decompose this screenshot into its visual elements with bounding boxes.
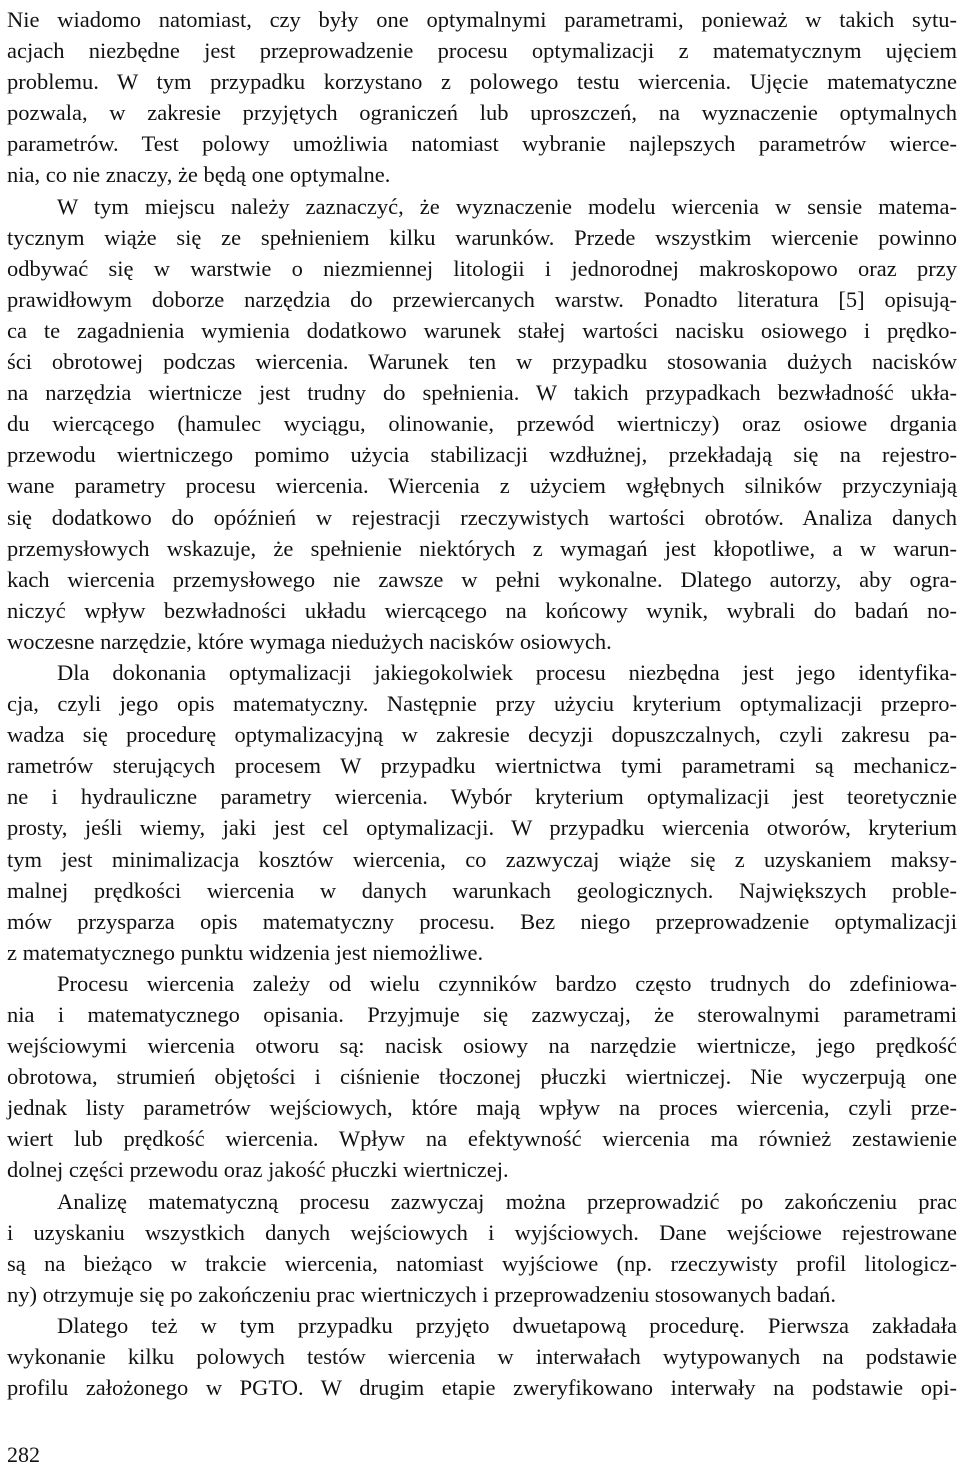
text-line: nia, co nie znaczy, że będą one optymalne. bbox=[7, 162, 391, 188]
text-line: się dodatkowo do opóźnień w rejestracji rzeczywistych wartości obrotów. Analiza danych bbox=[7, 504, 957, 530]
text-line: profilu założonego w PGTO. W drugim etapie zweryfikowano interwały na podstawie opi- bbox=[7, 1375, 957, 1401]
text-line: acjach niezbędne jest przeprowadzenie procesu optymalizacji z matematycznym ujęciem bbox=[7, 38, 957, 64]
text-line: mów przysparza opis matematyczny procesu. Bez niego przeprowadzenie optymalizacji bbox=[7, 908, 957, 934]
text-line: i uzyskaniu wszystkich danych wejściowych i wyjściowych. Dane wejściowe rejestrowane bbox=[7, 1219, 957, 1245]
text-line: malnej prędkości wiercenia w danych warunkach geologicznych. Największych proble- bbox=[7, 877, 957, 903]
text-line: woczesne narzędzie, które wymaga niedużych nacisków osiowych. bbox=[7, 628, 612, 654]
text-line: du wiercącego (hamulec wyciągu, olinowanie, przewód wiertniczy) oraz osiowe drgania bbox=[7, 411, 957, 437]
text-line: prosty, jeśli wiemy, jaki jest cel optymalizacji. W przypadku wiercenia otworów, kryterium bbox=[7, 815, 957, 841]
text-line: ne i hydrauliczne parametry wiercenia. Wybór kryterium optymalizacji jest teoretycznie bbox=[7, 784, 957, 810]
text-line: jednak listy parametrów wejściowych, które mają wpływ na proces wiercenia, czyli prze- bbox=[7, 1095, 957, 1121]
text-line: dolnej części przewodu oraz jakość płuczki wiertniczej. bbox=[7, 1157, 509, 1183]
paragraph bbox=[7, 4, 957, 191]
paragraph bbox=[7, 1310, 957, 1403]
text-line: cja, czyli jego opis matematyczny. Następnie przy użyciu kryterium optymalizacji przepro- bbox=[7, 691, 957, 717]
text-line: wejściowymi wiercenia otworu są: nacisk osiowy na narzędzie wiertnicze, jego prędkość bbox=[7, 1033, 957, 1059]
text-line: Dlatego też w tym przypadku przyjęto dwuetapową procedurę. Pierwsza zakładała bbox=[57, 1312, 957, 1338]
text-line: prawidłowym doborze narzędzia do przewiercanych warstw. Ponadto literatura [5] opisują- bbox=[7, 286, 957, 312]
text-line: są na bieżąco w trakcie wiercenia, natomiast wyjściowe (np. rzeczywisty profil litologicz- bbox=[7, 1250, 957, 1276]
text-line: rametrów sterujących procesem W przypadku wiertnictwa tymi parametrami są mechanicz- bbox=[7, 753, 957, 779]
text-line: ści obrotowej podczas wiercenia. Warunek ten w przypadku stosowania dużych nacisków bbox=[7, 349, 957, 375]
text-line: nia i matematycznego opisania. Przyjmuje się zazwyczaj, że sterowalnymi parametrami bbox=[7, 1002, 957, 1027]
text-line: parametrów. Test polowy umożliwia natomiast wybranie najlepszych parametrów wierce- bbox=[7, 131, 957, 157]
document-page bbox=[7, 4, 957, 1403]
text-line: Dla dokonania optymalizacji jakiegokolwiek procesu niezbędna jest jego identyfika- bbox=[57, 659, 957, 685]
text-line: wykonanie kilku polowych testów wiercenia w interwałach wytypowanych na podstawie bbox=[7, 1344, 957, 1370]
paragraph bbox=[7, 191, 957, 657]
text-line: kach wiercenia przemysłowego nie zawsze w pełni wykonalne. Dlatego autorzy, aby ogra- bbox=[7, 566, 957, 592]
text-line: ny) otrzymuje się po zakończeniu prac wiertniczych i przeprowadzeniu stosowanych badań. bbox=[7, 1281, 837, 1307]
text-line: niczyć wpływ bezwładności układu wiercącego na końcowy wynik, wybrali do badań no- bbox=[7, 597, 957, 623]
text-line: Procesu wiercenia zależy od wielu czynników bardzo często trudnych do zdefiniowa- bbox=[57, 970, 957, 996]
text-line: wiert lub prędkość wiercenia. Wpływ na efektywność wiercenia ma również zestawienie bbox=[7, 1126, 957, 1152]
paragraph bbox=[7, 657, 957, 968]
paragraph bbox=[7, 968, 957, 1186]
text-line: W tym miejscu należy zaznaczyć, że wyznaczenie modelu wiercenia w sensie matema- bbox=[57, 193, 957, 219]
text-line: Nie wiadomo natomiast, czy były one optymalnymi parametrami, ponieważ w takich sytu- bbox=[7, 7, 957, 32]
page-number: 282 bbox=[7, 1442, 40, 1467]
text-line: na narzędzia wiertnicze jest trudny do spełnienia. W takich przypadkach bezwładność ukła- bbox=[7, 380, 957, 406]
text-line: pozwala, w zakresie przyjętych ograniczeń lub uproszczeń, na wyznaczenie optymalnych bbox=[7, 100, 957, 126]
text-line: tycznym wiąże się ze spełnieniem kilku warunków. Przede wszystkim wiercenie powinno bbox=[7, 224, 957, 250]
text-line: przewodu wiertniczego pomimo użycia stabilizacji wzdłużnej, przekładają się na rejestro- bbox=[7, 442, 957, 468]
text-line: problemu. W tym przypadku korzystano z polowego testu wiercenia. Ujęcie matematyczne bbox=[7, 69, 957, 95]
text-line: Analizę matematyczną procesu zazwyczaj można przeprowadzić po zakończeniu prac bbox=[57, 1188, 957, 1214]
text-line: obrotowa, strumień objętości i ciśnienie tłoczonej płuczki wiertniczej. Nie wyczerpują one bbox=[7, 1064, 957, 1090]
text-line: wadza się procedurę optymalizacyjną w zakresie decyzji dopuszczalnych, czyli zakresu pa- bbox=[7, 722, 957, 748]
text-line: wane parametry procesu wiercenia. Wiercenia z użyciem wgłębnych silników przyczyniają bbox=[7, 473, 957, 499]
text-line: odbywać się w warstwie o niezmiennej litologii i jednorodnej makroskopowo oraz przy bbox=[7, 255, 957, 281]
paragraph bbox=[7, 1186, 957, 1310]
text-line: przemysłowych wskazuje, że spełnienie niektórych z wymagań jest kłopotliwe, a w warun- bbox=[7, 535, 957, 561]
text-line: z matematycznego punktu widzenia jest niemożliwe. bbox=[7, 939, 484, 965]
text-line: ca te zagadnienia wymienia dodatkowo warunek stałej wartości nacisku osiowego i prędko- bbox=[7, 317, 957, 343]
text-line: tym jest minimalizacja kosztów wiercenia, co zazwyczaj wiąże się z uzyskaniem maksy- bbox=[7, 846, 957, 872]
